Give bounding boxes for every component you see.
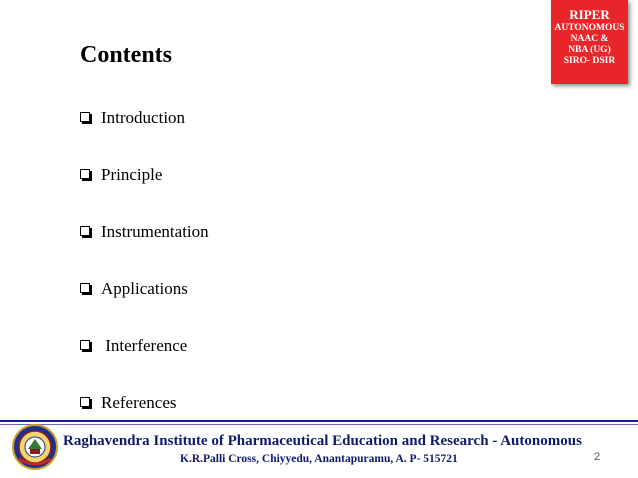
list-item	[80, 105, 209, 162]
badge-line-siro: SIRO- DSIR	[563, 56, 616, 66]
list-item	[80, 219, 209, 276]
checkbox-icon	[80, 397, 90, 407]
footer-divider-thin	[0, 424, 638, 425]
slide-title: Contents	[80, 42, 173, 68]
list-item-label: References	[101, 393, 177, 412]
footer-address: K.R.Palli Cross, Chiyyedu, Anantapuramu, A. P- 515721	[180, 453, 458, 465]
riper-badge	[551, 0, 628, 84]
list-item	[80, 333, 209, 390]
badge-line-nba: NBA (UG)	[568, 45, 611, 55]
list-item-label: Principle	[101, 165, 163, 184]
list-item-label: Applications	[101, 279, 188, 298]
checkbox-icon	[80, 226, 90, 236]
checkbox-icon	[80, 169, 90, 179]
checkbox-icon	[80, 340, 90, 350]
list-item	[80, 276, 209, 333]
footer-institute-name: Raghavendra Institute of Pharmaceutical Education and Research - Autonomous	[63, 433, 582, 449]
institute-seal-icon	[11, 423, 59, 471]
list-item-label: Introduction	[101, 108, 186, 127]
checkbox-icon	[80, 112, 90, 122]
list-item-label: Instrumentation	[101, 222, 209, 241]
list-item-label: Interference	[101, 336, 188, 355]
badge-title: RIPER	[569, 7, 610, 22]
list-item	[80, 162, 209, 219]
footer-divider	[0, 420, 638, 422]
contents-list	[80, 105, 209, 447]
badge-line-naac: NAAC &	[570, 34, 609, 44]
checkbox-icon	[80, 283, 90, 293]
page-number: 2	[594, 451, 601, 463]
badge-line-autonomous: AUTONOMOUS	[554, 23, 625, 33]
